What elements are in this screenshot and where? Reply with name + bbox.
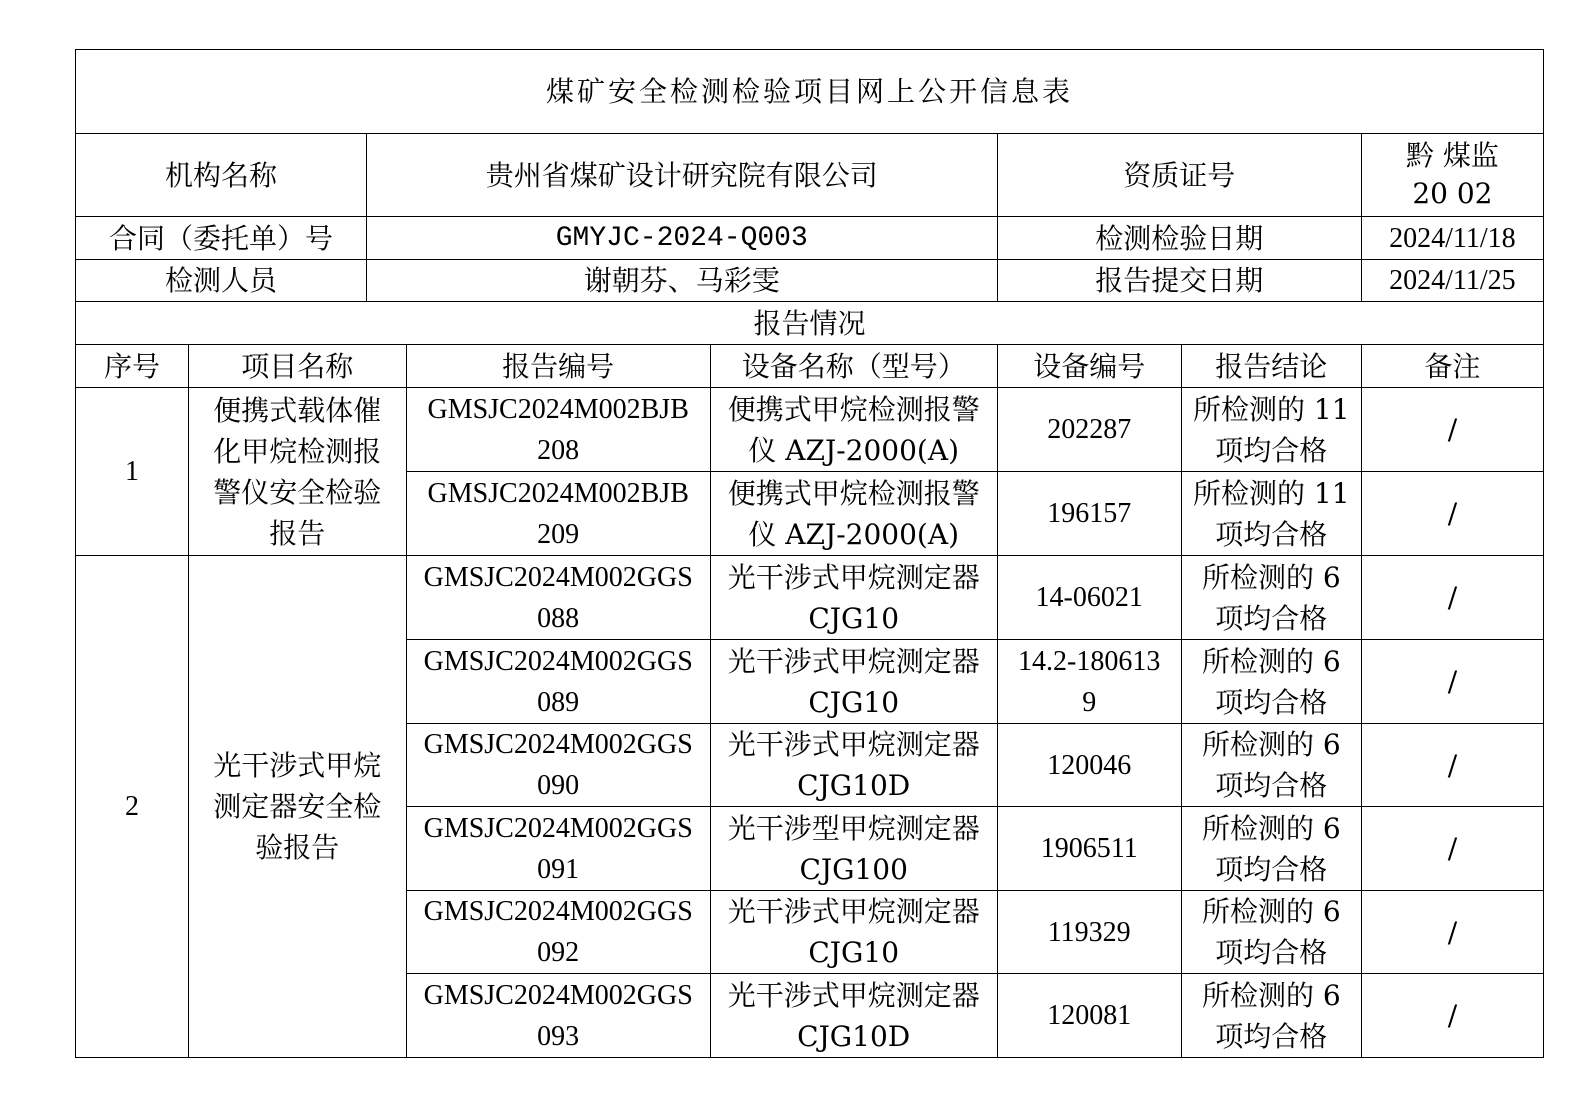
remark: /	[1361, 388, 1543, 472]
device-name: 光干涉式甲烷测定器 CJG10D	[710, 974, 997, 1058]
device-name: 光干涉式甲烷测定器 CJG10D	[710, 724, 997, 807]
device-name: 光干涉式甲烷测定器 CJG10	[710, 556, 997, 640]
info-sheet	[75, 49, 1544, 1058]
header-conclusion: 报告结论	[1181, 345, 1361, 388]
report-no: GMSJC2024M002GGS 088	[406, 556, 710, 640]
header-seq: 序号	[76, 345, 189, 388]
org-label: 机构名称	[76, 134, 367, 217]
conclusion: 所检测的 6 项均合格	[1181, 891, 1361, 974]
report-no: GMSJC2024M002GGS 093	[406, 974, 710, 1058]
remark: /	[1361, 556, 1543, 640]
cert-label: 资质证号	[997, 134, 1361, 217]
device-no: 120081	[997, 974, 1181, 1058]
remark: /	[1361, 891, 1543, 974]
device-no: 119329	[997, 891, 1181, 974]
page-title: 煤矿安全检测检验项目网上公开信息表	[76, 50, 1544, 134]
group-project: 便携式载体催化甲烷检测报警仪安全检验报告	[188, 388, 406, 556]
report-no: GMSJC2024M002BJB 208	[406, 388, 710, 472]
group-project: 光干涉式甲烷测定器安全检验报告	[188, 556, 406, 1058]
report-no: GMSJC2024M002GGS 089	[406, 640, 710, 724]
contract-label: 合同（委托单）号	[76, 217, 367, 260]
test-date-label: 检测检验日期	[997, 217, 1361, 260]
header-report-no: 报告编号	[406, 345, 710, 388]
remark: /	[1361, 472, 1543, 556]
conclusion: 所检测的 6 项均合格	[1181, 724, 1361, 807]
report-no: GMSJC2024M002GGS 092	[406, 891, 710, 974]
device-no: 14-06021	[997, 556, 1181, 640]
remark: /	[1361, 974, 1543, 1058]
header-device: 设备名称（型号）	[710, 345, 997, 388]
device-name: 光干涉型甲烷测定器 CJG100	[710, 807, 997, 891]
remark: /	[1361, 807, 1543, 891]
group-seq: 1	[76, 388, 189, 556]
conclusion: 所检测的 6 项均合格	[1181, 974, 1361, 1058]
device-name: 便携式甲烷检测报警 仪 AZJ-2000(A)	[710, 388, 997, 472]
conclusion: 所检测的 6 项均合格	[1181, 807, 1361, 891]
header-row	[76, 345, 1544, 388]
report-no: GMSJC2024M002GGS 091	[406, 807, 710, 891]
conclusion: 所检测的 11 项均合格	[1181, 472, 1361, 556]
info-table	[75, 49, 1544, 1058]
group-seq: 2	[76, 556, 189, 1058]
remark: /	[1361, 724, 1543, 807]
device-no: 1906511	[997, 807, 1181, 891]
staff-value: 谢朝芬、马彩雯	[366, 260, 997, 302]
header-device-no: 设备编号	[997, 345, 1181, 388]
submit-date-label: 报告提交日期	[997, 260, 1361, 302]
cert-value: 黔 煤监 20 02	[1361, 134, 1543, 217]
report-no: GMSJC2024M002GGS 090	[406, 724, 710, 807]
device-no: 202287	[997, 388, 1181, 472]
table-row	[76, 556, 1544, 640]
device-name: 光干涉式甲烷测定器 CJG10	[710, 891, 997, 974]
device-no: 196157	[997, 472, 1181, 556]
section-title: 报告情况	[76, 302, 1544, 345]
header-remark: 备注	[1361, 345, 1543, 388]
conclusion: 所检测的 6 项均合格	[1181, 640, 1361, 724]
submit-date-value: 2024/11/25	[1361, 260, 1543, 302]
device-no: 120046	[997, 724, 1181, 807]
org-value: 贵州省煤矿设计研究院有限公司	[366, 134, 997, 217]
conclusion: 所检测的 6 项均合格	[1181, 556, 1361, 640]
header-project: 项目名称	[188, 345, 406, 388]
device-name: 光干涉式甲烷测定器 CJG10	[710, 640, 997, 724]
conclusion: 所检测的 11 项均合格	[1181, 388, 1361, 472]
table-row	[76, 388, 1544, 472]
device-name: 便携式甲烷检测报警 仪 AZJ-2000(A)	[710, 472, 997, 556]
remark: /	[1361, 640, 1543, 724]
contract-value: GMYJC-2024-Q003	[366, 217, 997, 260]
device-no: 14.2-180613 9	[997, 640, 1181, 724]
staff-label: 检测人员	[76, 260, 367, 302]
report-no: GMSJC2024M002BJB 209	[406, 472, 710, 556]
test-date-value: 2024/11/18	[1361, 217, 1543, 260]
